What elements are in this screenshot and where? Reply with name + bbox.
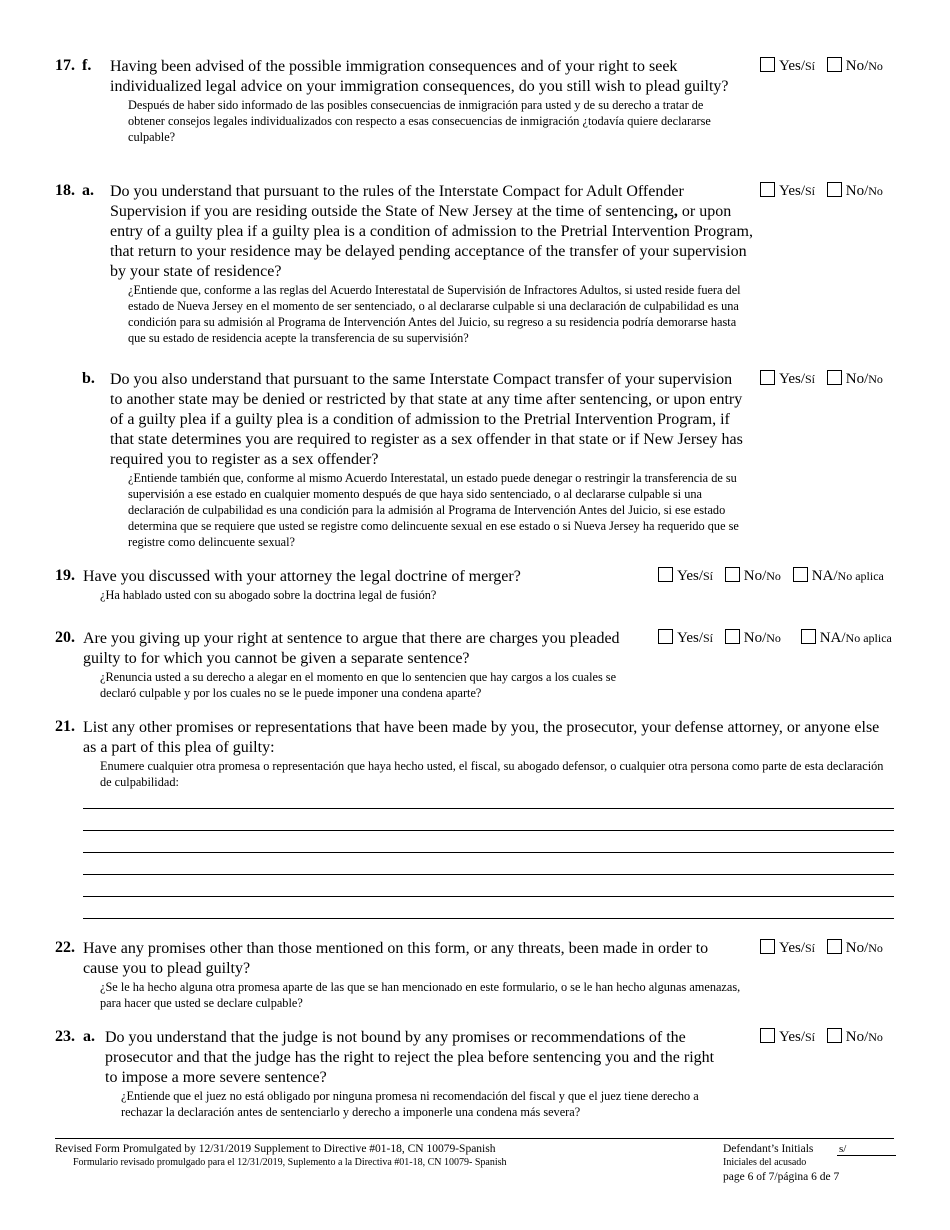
yes-checkbox[interactable]: [760, 939, 775, 954]
no-checkbox[interactable]: [725, 567, 740, 582]
question-text-en: Do you understand that the judge is not bound by any promises or recommendations of the prosecutor and that the judge has the right to reject the plea before sentencing you and the right to impose a more severe sentence?: [105, 1029, 715, 1086]
question-number: 19.: [55, 567, 75, 584]
question-number: 18.: [55, 182, 75, 199]
question-text-es: ¿Renuncia usted a su derecho a alegar en el momento en que lo sentencien que hay cargos a los cuales se declaró culpable y por los cuales no se le puede imponer una condena aparte?: [100, 670, 617, 700]
answer-line[interactable]: [83, 896, 894, 897]
no-checkbox[interactable]: [725, 629, 740, 644]
yes-checkbox[interactable]: [658, 629, 673, 644]
question-text-en: Do you understand that pursuant to the rules of the Interstate Compact for Adult Offender Supervision if you are residing outside the State of New Jersey at the time of sentencing, or upon entry of a guilty plea if a guilty plea is a condition of admission to the Pretrial Intervention Program, that return to your residence may be delayed pending acceptance of the transfer of your supervision by your state of residence?: [110, 183, 753, 280]
page-number: page 6 of 7/página 6 de 7: [723, 1171, 840, 1183]
answer-options: Yes/Sí No/No NA/No aplica: [658, 567, 884, 585]
question-text-en: Having been advised of the possible immigration consequences and of your right to seek individualized legal advice on your immigration consequences, do you still wish to plead guilty?: [110, 58, 729, 95]
initials-es: Iniciales del acusado: [723, 1157, 807, 1168]
answer-options: Yes/Sí No/No NA/No aplica: [658, 629, 892, 647]
revision-es: Formulario revisado promulgado para el 12/31/2019, Suplemento a la Directiva #01-18, CN 10079- Spanish: [73, 1157, 507, 1168]
answer-options: Yes/Sí No/No: [760, 1028, 883, 1046]
question-text-en: Do you also understand that pursuant to the same Interstate Compact transfer of your supervision to another state may be denied or restricted by that state at any time after sentencing, or upon entry of a guilty plea if a guilty plea is a condition of admission to the Pretrial Intervention Program, if that state determines you are required to register as a sex offender in that state or if New Jersey has required you to register as a sex offender?: [110, 371, 743, 468]
question-text-es: Después de haber sido informado de las posibles consecuencias de inmigración para usted y de su derecho a tratar de obtener consejos legales individualizados con respecto a esas consecuencias de inmigración ¿todavía quiere declararse culpable?: [128, 98, 711, 144]
answer-options: Yes/Sí No/No: [760, 939, 883, 957]
question-text-es: ¿Entiende que, conforme a las reglas del Acuerdo Interestatal de Supervisión de Infractores Adultos, si usted reside fuera del estado de Nueva Jersey en el momento de ser sentenciado, o al declararse culpable si una declaración de culpabilidad es una condición para su admisión al Programa de Intervención Antes del Juicio, su regreso a su residencia podría demorarse hasta que su estado de residencia acepte la transferencia de su supervisión?: [128, 283, 741, 345]
question-text-es: ¿Ha hablado usted con su abogado sobre la doctrina legal de fusión?: [100, 588, 437, 602]
footer-revision: [55, 1142, 507, 1170]
question-text-es: ¿Entiende también que, conforme al mismo Acuerdo Interestatal, un estado puede denegar o restringir la transferencia de su supervisión a ese estado en cualquier momento después de que haya sido sentenciado, o al declararse culpable si una declaración de culpabilidad es una condición para la admisión al Programa de Intervención Antes del Juicio, si ese estado determina que se requiere que usted se registre como delincuente sexual en ese estado o si Nueva Jersey ha requerido que se registre como delincuente sexual?: [128, 471, 739, 549]
question-text-en: Are you giving up your right at sentence to argue that there are charges you pleaded guilty to for which you cannot be given a separate sentence?: [83, 630, 620, 667]
no-checkbox[interactable]: [827, 1028, 842, 1043]
na-checkbox[interactable]: [793, 567, 808, 582]
answer-line[interactable]: [83, 874, 894, 875]
question-number: 22.: [55, 939, 75, 956]
answer-line[interactable]: [83, 830, 894, 831]
answer-line[interactable]: [83, 808, 894, 809]
question-text-en: Have any promises other than those mentioned on this form, or any threats, been made in order to cause you to plead guilty?: [83, 940, 709, 977]
footer-initials: [723, 1142, 898, 1184]
no-checkbox[interactable]: [827, 57, 842, 72]
no-checkbox[interactable]: [827, 182, 842, 197]
question-number: 17.: [55, 57, 75, 74]
question-text-es: Enumere cualquier otra promesa o representación que haya hecho usted, el fiscal, su abogado defensor, o cualquier otra persona como parte de esta declaración de culpabilidad:: [100, 759, 884, 789]
question-number: 23.: [55, 1028, 75, 1045]
question-number: 21.: [55, 718, 75, 735]
yes-checkbox[interactable]: [760, 57, 775, 72]
no-checkbox[interactable]: [827, 370, 842, 385]
yes-checkbox[interactable]: [658, 567, 673, 582]
question-letter: a.: [83, 1028, 95, 1045]
question-letter: a.: [82, 182, 94, 199]
yes-checkbox[interactable]: [760, 182, 775, 197]
question-letter: b.: [82, 370, 95, 387]
yes-checkbox[interactable]: [760, 1028, 775, 1043]
na-checkbox[interactable]: [801, 629, 816, 644]
answer-line[interactable]: [83, 918, 894, 919]
answer-options: Yes/Sí No/No: [760, 182, 883, 200]
initials-label: Defendant’s Initials: [723, 1143, 814, 1155]
answer-options: Yes/Sí No/No: [760, 57, 883, 75]
initials-field[interactable]: s/: [837, 1142, 896, 1156]
answer-line[interactable]: [83, 852, 894, 853]
question-letter: f.: [82, 57, 92, 74]
yes-checkbox[interactable]: [760, 370, 775, 385]
answer-options: Yes/Sí No/No: [760, 370, 883, 388]
footer-divider: [55, 1138, 894, 1139]
no-checkbox[interactable]: [827, 939, 842, 954]
question-text-es: ¿Se le ha hecho alguna otra promesa aparte de las que se han mencionado en este formulario, o se le han hecho algunas amenazas, para hacer que usted se declare culpable?: [100, 980, 741, 1010]
question-text-es: ¿Entiende que el juez no está obligado por ninguna promesa ni recomendación del fiscal y que el juez tiene derecho a rechazar la declaración antes de sentenciarlo y derecho a imponerle una condena más severa?: [121, 1089, 699, 1119]
question-text-en: Have you discussed with your attorney the legal doctrine of merger?: [83, 568, 521, 585]
question-text-en: List any other promises or representations that have been made by you, the prosecutor, your defense attorney, or anyone else as a part of this plea of guilty:: [83, 719, 880, 756]
revision-en: Revised Form Promulgated by 12/31/2019 Supplement to Directive #01-18, CN 10079-Spanish: [55, 1143, 496, 1155]
question-number: 20.: [55, 629, 75, 646]
